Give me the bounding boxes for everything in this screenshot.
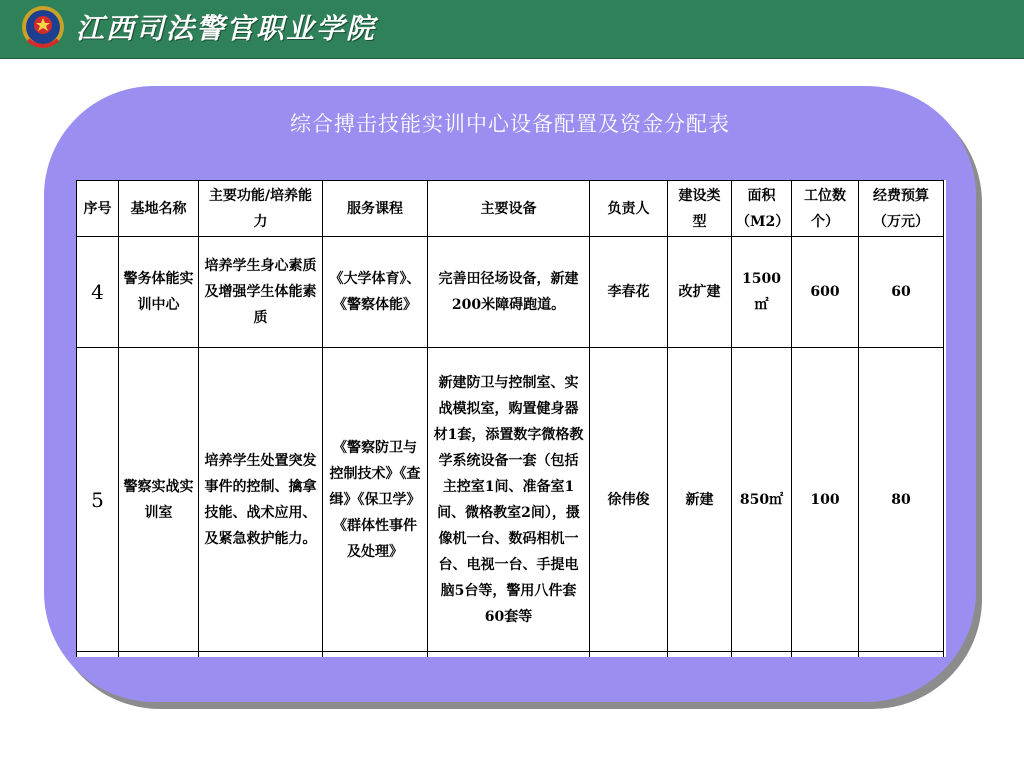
institution-name: 江西司法警官职业学院 <box>76 12 377 45</box>
cell-seq: 5 <box>77 348 119 652</box>
cell-stations: 600 <box>792 237 859 348</box>
col-header-equipment: 主要设备 <box>428 181 590 237</box>
cell-equipment: 完善田径场设备，新建200米障碍跑道。 <box>428 237 590 348</box>
cell-function: 培养学生身心素质及增强学生体能素质 <box>199 237 323 348</box>
cell-build-type: 改扩建 <box>668 237 732 348</box>
table-row <box>77 348 944 652</box>
cell-budget: 60 <box>859 237 944 348</box>
cell-courses: 《警察防卫与控制技术》《查缉》《保卫学》《群体性事件及处理》 <box>323 348 428 652</box>
col-header-manager: 负责人 <box>590 181 668 237</box>
col-header-seq: 序号 <box>77 181 119 237</box>
cell-base: 警察实战实训室 <box>119 348 199 652</box>
cell-base: 警务体能实训中心 <box>119 237 199 348</box>
cell-equipment: 新建防卫与控制室、实战模拟室，购置健身器材1套，添置数字微格教学系统设备一套（包括主控室1间、准备室1间、微格教室2间），摄像机一台、数码相机一台、电视一台、手提电脑5台等，警用八件套60套等 <box>428 348 590 652</box>
police-emblem-icon <box>20 4 66 52</box>
col-header-area: 面积（M2） <box>732 181 792 237</box>
col-header-budget: 经费预算（万元） <box>859 181 944 237</box>
col-header-function: 主要功能/培养能力 <box>199 181 323 237</box>
table-header-row <box>77 181 944 237</box>
cell-function: 培养学生处置突发事件的控制、擒拿技能、战术应用、及紧急救护能力。 <box>199 348 323 652</box>
allocation-table-container <box>76 180 946 657</box>
cell-manager: 徐伟俊 <box>590 348 668 652</box>
table-row-cut <box>77 652 944 658</box>
col-header-base: 基地名称 <box>119 181 199 237</box>
table-row <box>77 237 944 348</box>
cell-seq: 4 <box>77 237 119 348</box>
slide-title: 综合搏击技能实训中心设备配置及资金分配表 <box>290 112 730 136</box>
col-header-courses: 服务课程 <box>323 181 428 237</box>
cell-budget: 80 <box>859 348 944 652</box>
cell-stations: 100 <box>792 348 859 652</box>
header-bar <box>0 0 1024 59</box>
cell-build-type: 新建 <box>668 348 732 652</box>
allocation-table <box>76 180 944 657</box>
cell-area: 1500㎡ <box>732 237 792 348</box>
cell-courses: 《大学体育》、《警察体能》 <box>323 237 428 348</box>
col-header-build-type: 建设类型 <box>668 181 732 237</box>
col-header-stations: 工位数个） <box>792 181 859 237</box>
cell-manager: 李春花 <box>590 237 668 348</box>
cell-area: 850㎡ <box>732 348 792 652</box>
